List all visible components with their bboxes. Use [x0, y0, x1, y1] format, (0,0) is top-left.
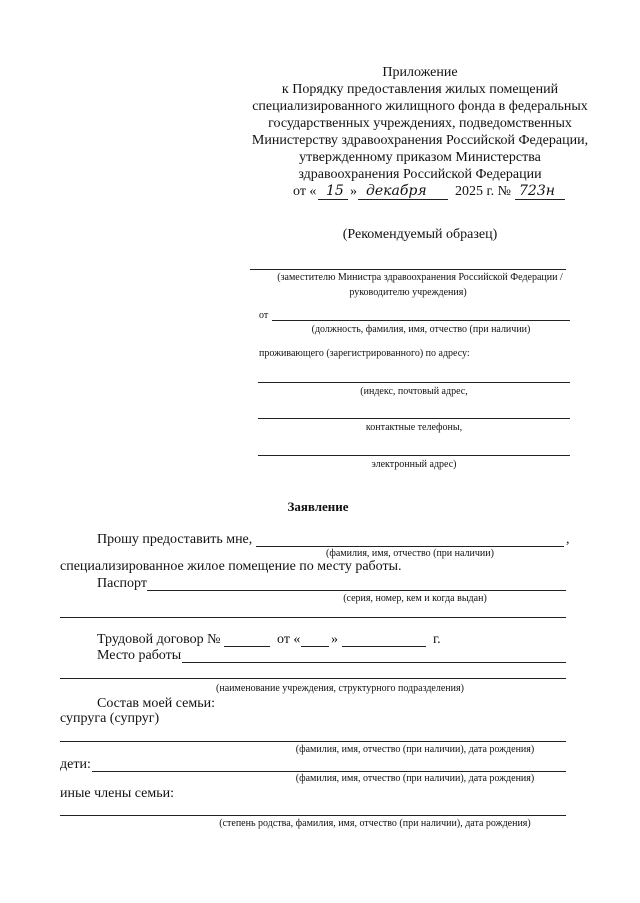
- passport-label: Паспорт: [97, 576, 147, 591]
- order-date-month-line: [358, 199, 448, 200]
- contract-from: от «: [277, 632, 301, 647]
- phones-field[interactable]: [258, 418, 570, 419]
- workplace-field[interactable]: [182, 662, 566, 663]
- order-number-line: [515, 199, 565, 200]
- passport-field-continued[interactable]: [60, 617, 566, 618]
- from-caption: (должность, фамилия, имя, отчество (при наличии): [311, 324, 531, 335]
- housing-text: специализированное жилое помещение по месту работы.: [60, 559, 402, 574]
- name-caption: (фамилия, имя, отчество (при наличии): [326, 548, 494, 559]
- appendix-line: Министерству здравоохранения Российской Федерации,: [251, 133, 589, 148]
- workplace-field-continued[interactable]: [60, 678, 566, 679]
- other-family-caption: (степень родства, фамилия, имя, отчество (при наличии), дата рождения): [219, 818, 531, 829]
- order-date-month: декабря: [366, 183, 427, 199]
- spouse-field[interactable]: [60, 741, 566, 742]
- spouse-caption: (фамилия, имя, отчество (при наличии), дата рождения): [295, 744, 535, 755]
- appendix-title: Приложение: [382, 65, 458, 80]
- contract-month-field[interactable]: [342, 646, 426, 647]
- passport-field[interactable]: [147, 590, 566, 591]
- address-field[interactable]: [258, 382, 570, 383]
- order-date-year: 2025 г. №: [455, 184, 512, 199]
- from-field[interactable]: [272, 320, 570, 321]
- order-date-day-line: [318, 199, 348, 200]
- email-caption: электронный адрес): [371, 459, 457, 470]
- contract-day-field[interactable]: [301, 646, 329, 647]
- addressee-caption: (заместителю Министра здравоохранения Российской Федерации /: [277, 272, 563, 283]
- from-label: от: [259, 310, 269, 321]
- appendix-line: к Порядку предоставления жилых помещений: [281, 82, 559, 97]
- sample-label: (Рекомендуемый образец): [342, 227, 498, 242]
- addressee-field[interactable]: [250, 269, 566, 270]
- children-label: дети:: [60, 757, 91, 772]
- other-family-field[interactable]: [60, 815, 566, 816]
- workplace-caption: (наименование учреждения, структурного подразделения): [216, 683, 464, 694]
- workplace-label: Место работы: [97, 648, 182, 663]
- order-date-mid: »: [350, 184, 357, 199]
- family-label: Состав моей семьи:: [97, 696, 215, 711]
- residing-label: проживающего (зарегистрированного) по адресу:: [259, 348, 470, 359]
- children-field[interactable]: [92, 771, 566, 772]
- order-date-prefix: от «: [293, 184, 317, 199]
- statement-title: Заявление: [287, 499, 349, 514]
- order-number: 723н: [519, 183, 555, 199]
- phones-caption: контактные телефоны,: [365, 422, 463, 433]
- applicant-name-field[interactable]: [256, 546, 564, 547]
- request-comma: ,: [566, 532, 570, 547]
- appendix-line: специализированного жилищного фонда в федеральных: [252, 99, 588, 114]
- appendix-line: утвержденному приказом Министерства: [299, 150, 541, 165]
- contract-number-field[interactable]: [224, 646, 270, 647]
- request-text: Прошу предоставить мне,: [97, 532, 253, 547]
- contract-label: Трудовой договор №: [97, 632, 221, 647]
- contract-quote: »: [331, 632, 338, 647]
- spouse-label: супруга (супруг): [60, 711, 160, 726]
- order-date-day: 15: [326, 183, 344, 199]
- appendix-line: здравоохранения Российской Федерации: [298, 167, 542, 182]
- email-field[interactable]: [258, 455, 570, 456]
- appendix-line: государственных учреждениях, подведомственных: [268, 116, 572, 131]
- passport-caption: (серия, номер, кем и когда выдан): [343, 593, 487, 604]
- address-caption: (индекс, почтовый адрес,: [360, 386, 468, 397]
- children-caption: (фамилия, имя, отчество (при наличии), дата рождения): [295, 773, 535, 784]
- addressee-caption: руководителю учреждения): [349, 287, 467, 298]
- contract-year-suffix: г.: [433, 632, 441, 647]
- other-family-label: иные члены семьи:: [60, 786, 174, 801]
